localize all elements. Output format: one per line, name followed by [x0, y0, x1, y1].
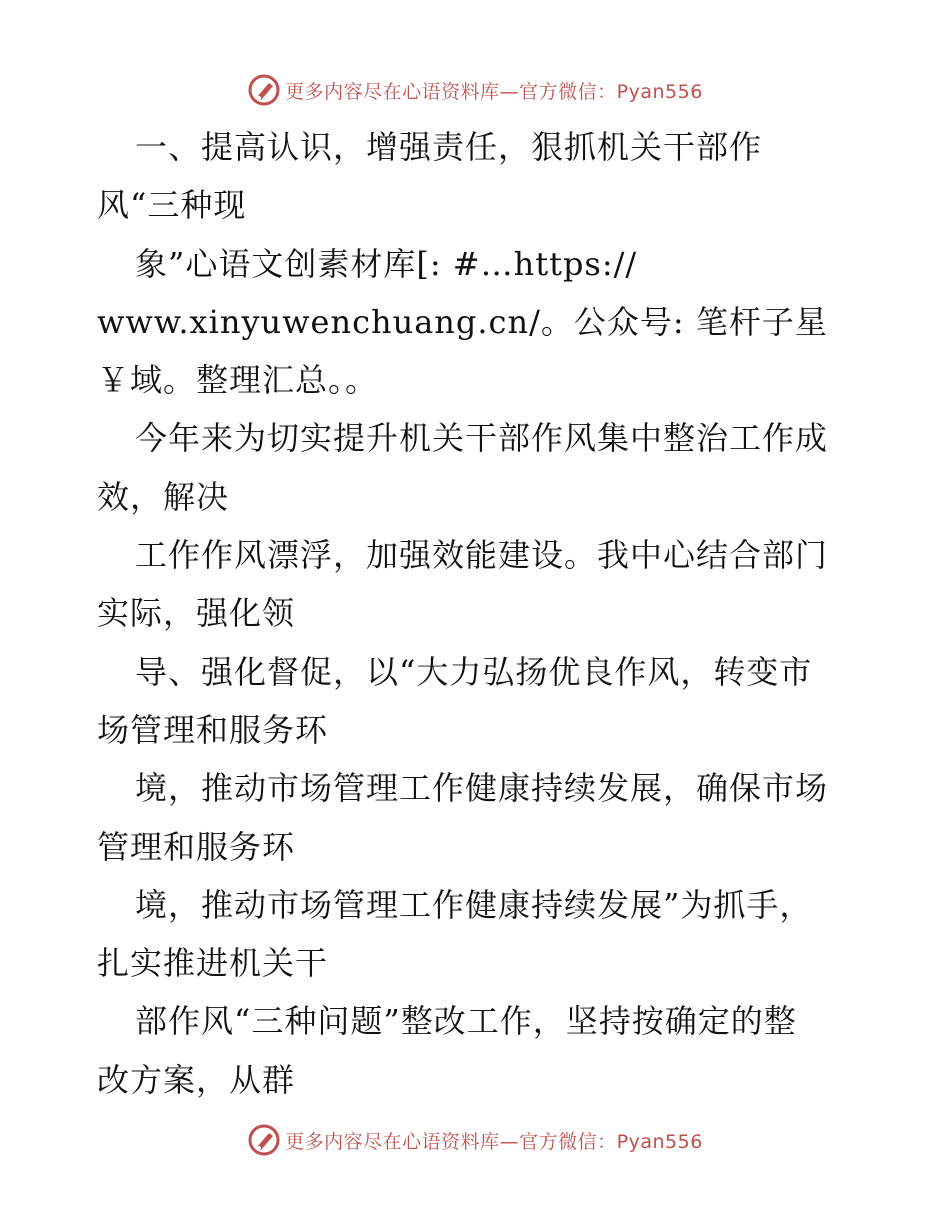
- text-line: 今年来为切实提升机关干部作风集中整治工作成: [135, 419, 829, 458]
- text-line: 效，解决: [97, 477, 230, 516]
- document-body: [97, 118, 857, 1109]
- text-line: 境，推动市场管理工作健康持续发展”为抓手，: [135, 885, 813, 924]
- text-line: 一、提高认识，增强责任，狠抓机关干部作: [135, 128, 763, 166]
- text-line: 风“三种现: [97, 186, 247, 225]
- banner-text: 更多内容尽在心语资料库—官方微信：Pyan556: [285, 80, 703, 103]
- text-line: 部作风“三种问题”整改工作，坚持按确定的整: [135, 1002, 797, 1041]
- text-line: 境，推动市场管理工作健康持续发展，确保市场: [135, 769, 829, 808]
- text-line: 改方案，从群: [97, 1060, 296, 1099]
- text-line: 管理和服务环: [97, 827, 296, 866]
- text-line: www.xinyuwenchuang.cn/。公众号: 笔杆子星: [97, 302, 828, 341]
- text-line: 象”心语文创素材库[: #…https://: [135, 244, 638, 283]
- banner-text: 更多内容尽在心语资料库—官方微信：Pyan556: [285, 1130, 703, 1153]
- footer-banner: [0, 1120, 950, 1160]
- pen-nib-logo-icon: [247, 73, 281, 107]
- pen-nib-logo-icon: [247, 1123, 281, 1157]
- text-line: 工作作风漂浮，加强效能建设。我中心结合部门: [135, 536, 829, 575]
- header-banner: [0, 70, 950, 110]
- text-line: 扎实推进机关干: [97, 944, 329, 983]
- text-line: 实际，强化领: [97, 594, 296, 633]
- text-line: ￥域。整理汇总。。: [97, 361, 379, 400]
- text-line: 场管理和服务环: [97, 710, 329, 749]
- text-line: 导、强化督促，以“大力弘扬优良作风，转变市: [135, 652, 813, 691]
